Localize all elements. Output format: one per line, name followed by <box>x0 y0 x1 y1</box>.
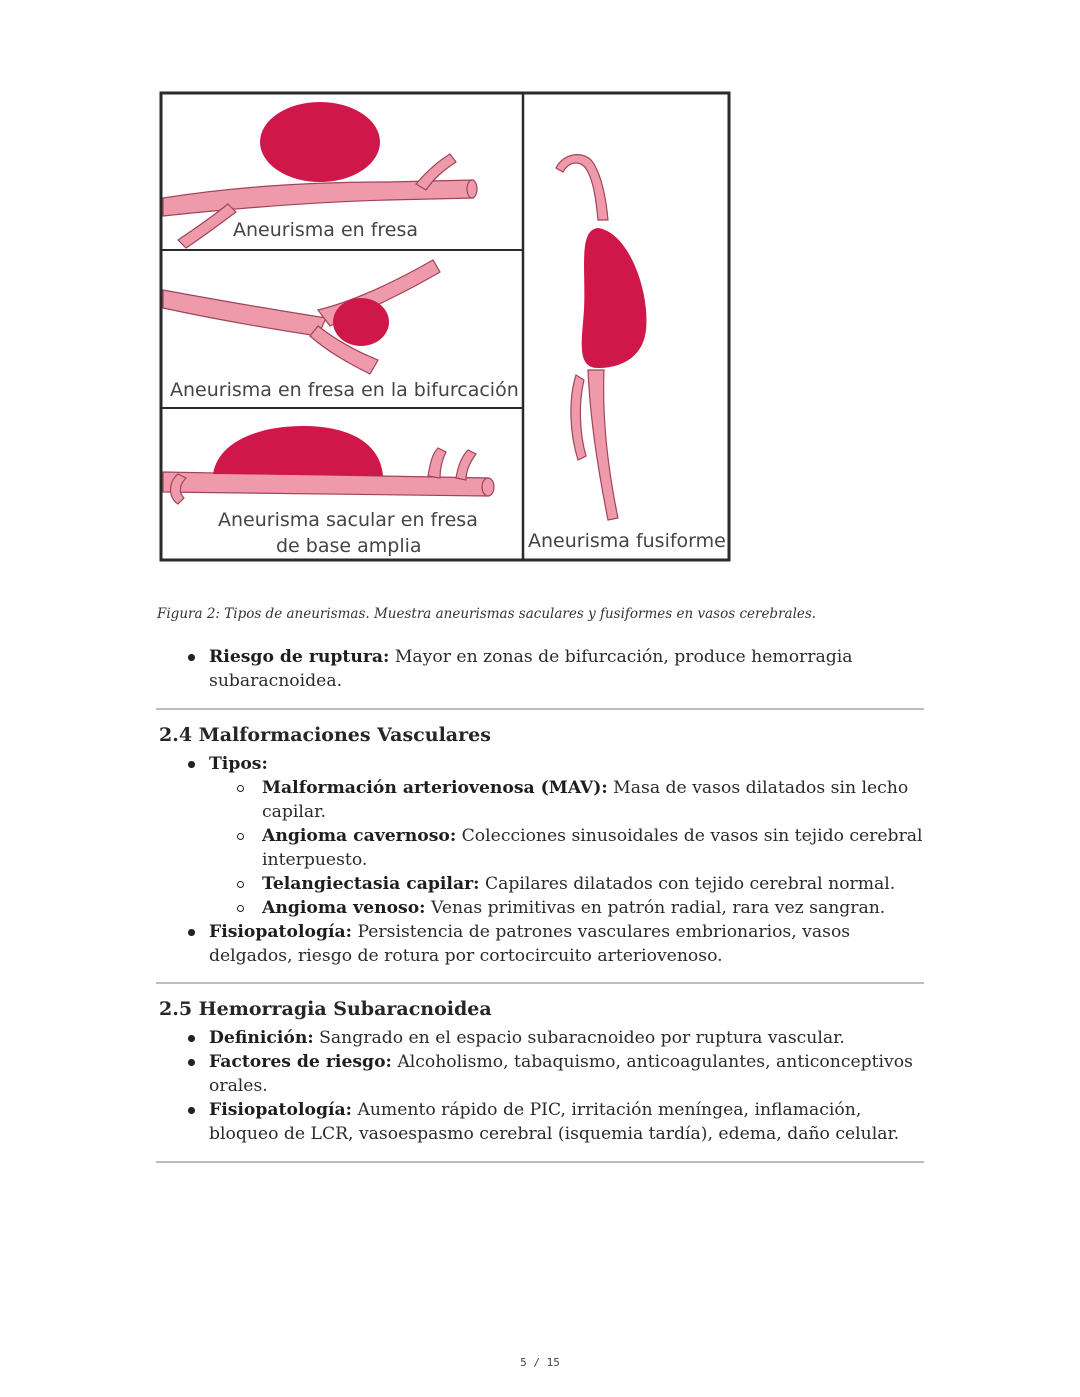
aneurysm-bifurcation <box>333 298 389 346</box>
figure-caption: Figura 2: Tipos de aneurismas. Muestra aneurismas saculares y fusiformes en vasos cerebrales. <box>157 606 817 622</box>
types-sublist <box>209 776 927 920</box>
page-number: 5 / 15 <box>520 1356 560 1369</box>
item-text: Capilares dilatados con tejido cerebral normal. <box>479 874 896 894</box>
item-label: Fisiopatología: <box>209 922 352 942</box>
divider <box>156 982 924 984</box>
list-item <box>157 1050 927 1098</box>
aneurysm-illustration <box>158 90 733 565</box>
item-label: Fisiopatología: <box>209 1100 352 1120</box>
aneurysm-figure <box>158 90 733 565</box>
list-item <box>157 645 927 693</box>
list-item <box>157 1098 927 1146</box>
item-text: Aumento rápido de PIC, irritación meníngea, inflamación, bloqueo de LCR, vasoespasmo cerebral (isquemia tardía), edema, daño celular. <box>209 1100 900 1144</box>
section-2-5-content <box>157 1026 927 1146</box>
item-text: Mayor en zonas de bifurcación, produce hemorragia subaracnoidea. <box>209 647 853 691</box>
rupture-list <box>157 645 927 693</box>
sublist-item <box>209 896 927 920</box>
item-text: Masa de vasos dilatados sin lecho capilar. <box>262 778 909 822</box>
item-label: Definición: <box>209 1028 314 1048</box>
label-saccular-1: Aneurisma sacular en fresa <box>218 509 478 531</box>
label-fusiform: Aneurisma fusiforme <box>528 530 726 552</box>
rupture-block <box>157 645 927 693</box>
item-label: Telangiectasia capilar: <box>262 874 480 894</box>
vessel-end <box>467 180 477 198</box>
item-label: Tipos: <box>209 754 268 774</box>
label-strawberry: Aneurisma en fresa <box>233 219 419 241</box>
list-item-types <box>157 752 927 920</box>
item-text: Persistencia de patrones vasculares embrionarios, vasos delgados, riesgo de rotura por cortocircuito arteriovenoso. <box>209 922 851 966</box>
divider <box>156 708 924 710</box>
section-title-2-4: 2.4 Malformaciones Vasculares <box>159 724 491 746</box>
item-label: Factores de riesgo: <box>209 1052 392 1072</box>
item-text: Sangrado en el espacio subaracnoideo por ruptura vascular. <box>313 1028 845 1048</box>
section-2-4-list <box>157 752 927 968</box>
item-label: Malformación arteriovenosa (MAV): <box>262 778 608 798</box>
item-label: Angioma cavernoso: <box>262 826 457 846</box>
section-2-4-content <box>157 752 927 968</box>
sublist-item <box>209 824 927 872</box>
item-label: Riesgo de ruptura: <box>209 647 390 667</box>
divider <box>156 1161 924 1163</box>
sublist-item <box>209 872 927 896</box>
aneurysm-strawberry <box>260 102 380 182</box>
item-label: Angioma venoso: <box>262 898 426 918</box>
section-title-2-5: 2.5 Hemorragia Subaracnoidea <box>159 998 492 1020</box>
sublist-item <box>209 776 927 824</box>
item-text: Alcoholismo, tabaquismo, anticoagulantes, anticonceptivos orales. <box>209 1052 913 1096</box>
list-item <box>157 1026 927 1050</box>
vessel-end-3 <box>482 478 494 496</box>
label-bifurcation: Aneurisma en fresa en la bifurcación <box>170 379 519 401</box>
list-item <box>157 920 927 968</box>
section-2-5-list <box>157 1026 927 1146</box>
item-text: Colecciones sinusoidales de vasos sin tejido cerebral interpuesto. <box>262 826 923 870</box>
item-text: Venas primitivas en patrón radial, rara vez sangran. <box>425 898 886 918</box>
label-saccular-2: de base amplia <box>276 535 422 557</box>
